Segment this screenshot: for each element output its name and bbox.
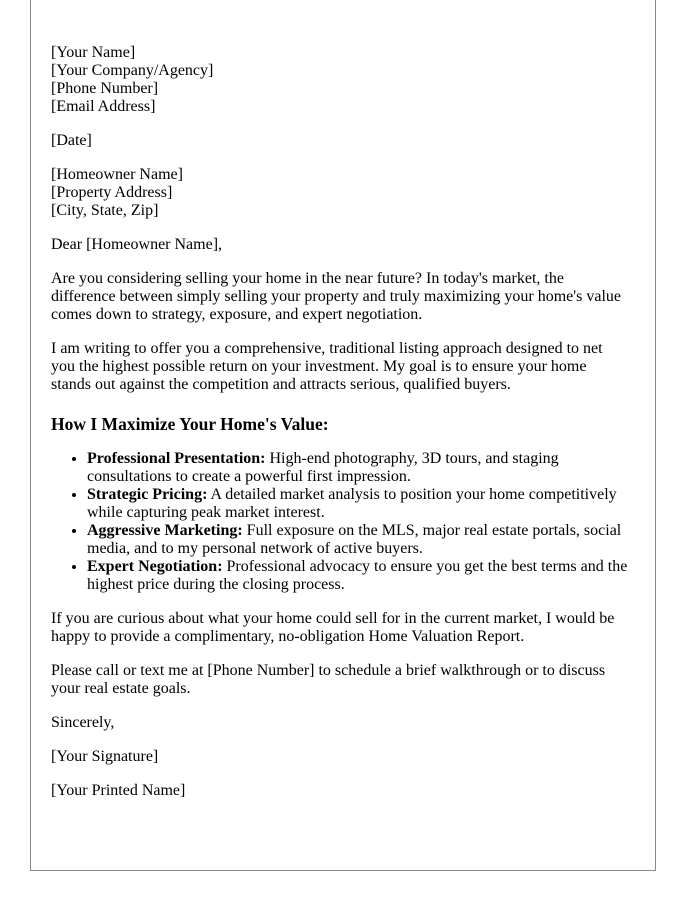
intro-paragraph-2: I am writing to offer you a comprehensive, traditional listing approach designed to net you the highest possible return on your investment. My goal is to ensure your home stands out against the competition and attracts serious, qualified buyers. <box>51 340 603 393</box>
bullet-text: A detailed market analysis to position your home competitively while capturing peak market interest. <box>87 486 617 521</box>
letter-page <box>30 0 656 871</box>
bullet-strategic-pricing <box>87 486 630 522</box>
bullet-text: Professional advocacy to ensure you get the best terms and the highest price during the closing process. <box>87 558 628 593</box>
sender-company: [Your Company/Agency] <box>51 62 214 79</box>
value-bullet-list <box>51 450 630 594</box>
bullet-label: Expert Negotiation: <box>87 558 223 575</box>
recipient-block <box>51 166 630 220</box>
sender-phone: [Phone Number] <box>51 80 159 97</box>
section-heading: How I Maximize Your Home's Value: <box>51 414 329 434</box>
sender-name: [Your Name] <box>51 44 136 61</box>
bullet-text: Full exposure on the MLS, major real estate portals, social media, and to my personal network of active buyers. <box>87 522 622 557</box>
closing-paragraph-1: If you are curious about what your home could sell for in the current market, I would be happy to provide a complimentary, no-obligation Home Valuation Report. <box>51 610 615 645</box>
bullet-text: High-end photography, 3D tours, and staging consultations to create a powerful first impression. <box>87 450 559 485</box>
sender-block <box>51 44 630 116</box>
printed-name-placeholder: [Your Printed Name] <box>51 782 186 799</box>
bullet-label: Aggressive Marketing: <box>87 522 243 539</box>
recipient-name: [Homeowner Name] <box>51 166 183 183</box>
recipient-city-state-zip: [City, State, Zip] <box>51 202 159 219</box>
signoff: Sincerely, <box>51 714 115 731</box>
bullet-professional-presentation <box>87 450 630 486</box>
date-line: [Date] <box>51 132 92 149</box>
bullet-label: Strategic Pricing: <box>87 486 208 503</box>
closing-paragraph-2: Please call or text me at [Phone Number] to schedule a brief walkthrough or to discuss your real estate goals. <box>51 662 606 697</box>
salutation: Dear [Homeowner Name], <box>51 236 223 253</box>
signature-placeholder: [Your Signature] <box>51 748 159 765</box>
bullet-aggressive-marketing <box>87 522 630 558</box>
bullet-label: Professional Presentation: <box>87 450 266 467</box>
recipient-address: [Property Address] <box>51 184 173 201</box>
sender-email: [Email Address] <box>51 98 156 115</box>
bullet-expert-negotiation <box>87 558 630 594</box>
intro-paragraph-1: Are you considering selling your home in the near future? In today's market, the difference between simply selling your property and truly maximizing your home's value comes down to strategy, exposure, and expert negotiation. <box>51 270 621 323</box>
